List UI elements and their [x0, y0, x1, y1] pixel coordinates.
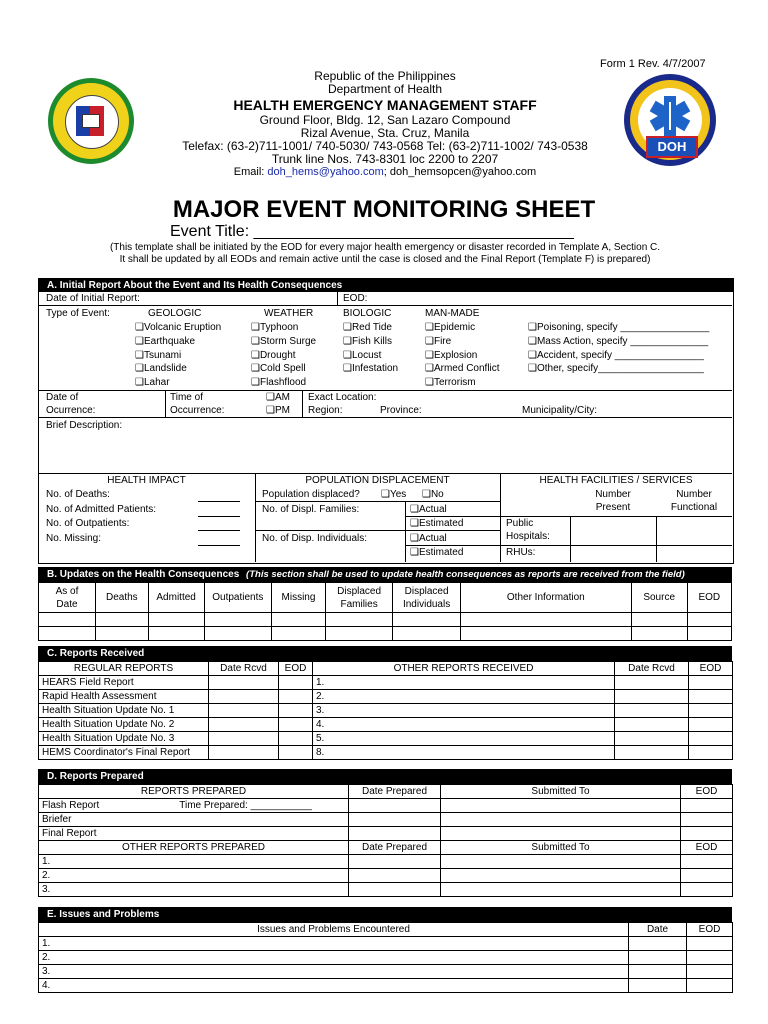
row-number: 1.: [39, 937, 629, 951]
submitted-to-heading-2: Submitted To: [441, 841, 681, 855]
checkbox-families-actual[interactable]: ❑Actual: [410, 504, 447, 515]
checkbox-drought[interactable]: ❑Drought: [251, 349, 296, 361]
email-link[interactable]: doh_hems@yahoo.com: [267, 166, 384, 178]
header-block: [160, 70, 610, 179]
checkbox-terrorism[interactable]: ❑Terrorism: [425, 377, 476, 389]
population-displaced-label: Population displaced?: [262, 489, 360, 500]
instructions: [40, 242, 730, 266]
other-report-num: 2.: [313, 690, 615, 704]
section-c-header: C. Reports Received: [38, 646, 732, 661]
time-of-label: Time of: [170, 392, 203, 403]
health-facilities-heading: HEALTH FACILITIES / SERVICES: [539, 475, 693, 486]
checkbox-individuals-actual[interactable]: ❑Actual: [410, 533, 447, 544]
address-line-2: Rizal Avenue, Sta. Cruz, Manila: [300, 126, 470, 140]
manmade-options: [425, 321, 500, 390]
col-source: Source: [631, 583, 687, 613]
regular-reports-heading: REGULAR REPORTS: [39, 662, 209, 676]
health-impact-fields: [46, 488, 156, 546]
section-a-header: A. Initial Report About the Event and Its Health Consequences: [39, 279, 733, 292]
deaths-label: No. of Deaths:: [46, 489, 110, 500]
section-b-header: [38, 567, 732, 582]
section-d: [38, 769, 732, 897]
number-functional-label-2: Functional: [670, 502, 718, 513]
checkbox-armed-conflict[interactable]: ❑Armed Conflict: [425, 363, 500, 375]
checkbox-no[interactable]: ❑No: [422, 489, 444, 500]
instruction-1: (This template shall be initiated by the EOD for every major health emergency or disaster recorded in Template A, Section C.: [109, 242, 661, 253]
displaced-individuals-label: No. of Disp. Individuals:: [262, 533, 368, 544]
issues-table: [38, 922, 733, 993]
table-row[interactable]: [39, 613, 732, 627]
doh-seal-logo: [48, 78, 134, 164]
form-id: Form 1 Rev. 4/7/2007: [600, 58, 706, 70]
flash-report-label: Flash Report: [42, 800, 100, 811]
section-b-title: B. Updates on the Health Consequences: [47, 569, 240, 580]
instruction-2: It shall be updated by all EODs and remain active until the case is closed and the Final Report (Template F) is prepared): [119, 254, 651, 265]
section-e: [38, 907, 732, 993]
table-row[interactable]: [39, 827, 733, 841]
checkbox-fish-kills[interactable]: ❑Fish Kills: [343, 335, 392, 347]
manmade-heading: MAN-MADE: [425, 308, 480, 319]
date-initial-report-label: Date of Initial Report:: [46, 293, 140, 304]
admitted-label: No. of Admitted Patients:: [46, 503, 157, 515]
checkbox-red-tide[interactable]: ❑Red Tide: [343, 322, 392, 333]
col-admitted: Admitted: [148, 583, 204, 613]
date-heading: Date: [629, 923, 687, 937]
regular-report: Health Situation Update No. 1: [39, 704, 209, 718]
email-line: [160, 166, 610, 179]
occurrence-label: Ocurrence:: [46, 405, 96, 416]
checkbox-explosion[interactable]: ❑Explosion: [425, 349, 478, 361]
date-rcvd-heading: Date Rcvd: [209, 662, 279, 676]
reports-prepared-table: [38, 784, 733, 897]
other-reports-prepared-heading: OTHER REPORTS PREPARED: [39, 841, 349, 855]
geologic-heading: GEOLOGIC: [148, 308, 202, 319]
hospitals-label: Hospitals:: [506, 531, 550, 542]
table-row[interactable]: [39, 676, 733, 690]
hems-star-logo: [624, 74, 716, 166]
briefer-label: Briefer: [39, 813, 349, 827]
reports-received-table: [38, 661, 733, 760]
section-b: [38, 567, 732, 641]
table-row[interactable]: [39, 813, 733, 827]
number-present-label-1: Number: [595, 489, 631, 500]
table-row[interactable]: [39, 869, 733, 883]
eod-heading: EOD: [687, 923, 733, 937]
other-reports-heading: OTHER REPORTS RECEIVED: [313, 662, 615, 676]
date-prepared-heading: Date Prepared: [349, 785, 441, 799]
checkbox-infestation[interactable]: ❑Infestation: [343, 363, 399, 375]
table-row[interactable]: [39, 746, 733, 760]
section-b-note: (This section shall be used to update health consequences as reports are received from the field): [246, 569, 685, 580]
other-options: [528, 321, 709, 376]
issues-heading: Issues and Problems Encountered: [39, 923, 629, 937]
col-other-information: Other Information: [460, 583, 631, 613]
section-e-header: E. Issues and Problems: [38, 907, 732, 922]
doh-badge: DOH: [646, 136, 698, 158]
table-row[interactable]: [39, 718, 733, 732]
checkbox-families-estimated[interactable]: ❑Estimated: [410, 518, 464, 529]
eod-label: EOD:: [343, 293, 368, 304]
time-occurrence-label: Occurrence:: [170, 405, 225, 416]
exact-location-label: Exact Location:: [308, 392, 377, 403]
checkbox-accident[interactable]: ❑Accident, specify ________________: [528, 349, 704, 361]
other-report-num: 5.: [313, 732, 615, 746]
checkbox-flashflood[interactable]: ❑Flashflood: [251, 377, 307, 389]
number-functional-label-1: Number: [676, 489, 712, 500]
telefax-line: Telefax: (63-2)711-1001/ 740-5030/ 743-0568 Tel: (63-2)711-1002/ 743-0538: [182, 139, 588, 153]
checkbox-fire[interactable]: ❑Fire: [425, 335, 452, 347]
col-as-of-date: [39, 583, 96, 613]
population-displacement-heading: POPULATION DISPLACEMENT: [305, 475, 450, 486]
table-row[interactable]: [39, 979, 733, 993]
checkbox-pm[interactable]: ❑PM: [266, 405, 290, 416]
reports-prepared-heading: REPORTS PREPARED: [39, 785, 349, 799]
row-number: 2.: [39, 951, 629, 965]
rhus-label: RHUs:: [506, 547, 536, 558]
email-rest: ; doh_hemsopcen@yahoo.com: [383, 166, 537, 178]
row-number: 3.: [39, 965, 629, 979]
row-number: 4.: [39, 979, 629, 993]
checkbox-other[interactable]: ❑Other, specify___________________: [528, 363, 704, 375]
col-missing: Missing: [272, 583, 326, 613]
displaced-families-label: No. of Displ. Families:: [262, 504, 360, 515]
trunk-line: Trunk line Nos. 743-8301 loc 2200 to 2207: [271, 152, 499, 166]
regular-report: Health Situation Update No. 2: [39, 718, 209, 732]
missing-label: No. Missing:: [46, 532, 102, 544]
section-d-header: D. Reports Prepared: [38, 769, 732, 784]
brief-description-label: Brief Description:: [46, 420, 123, 431]
other-report-num: 8.: [313, 746, 615, 760]
event-title-field[interactable]: Event Title: ____________________________________: [170, 223, 574, 240]
table-row[interactable]: [39, 799, 733, 813]
weather-heading: WEATHER: [264, 308, 314, 319]
page-title: MAJOR EVENT MONITORING SHEET: [172, 196, 596, 223]
regular-report: Health Situation Update No. 3: [39, 732, 209, 746]
public-label: Public: [506, 518, 534, 529]
region-label: Region:: [308, 405, 343, 416]
address-line-1: Ground Floor, Bldg. 12, San Lazaro Compound: [259, 113, 511, 127]
checkbox-individuals-estimated[interactable]: ❑Estimated: [410, 547, 464, 558]
department-line: Department of Health: [327, 82, 443, 96]
checkbox-am[interactable]: ❑AM: [266, 392, 290, 403]
type-of-event-label: Type of Event:: [46, 308, 110, 319]
eod-heading-2: EOD: [681, 841, 733, 855]
checkbox-storm-surge[interactable]: ❑Storm Surge: [251, 335, 317, 347]
eod-heading-2: EOD: [689, 662, 733, 676]
regular-report: HEMS Coordinator's Final Report: [39, 746, 209, 760]
checkbox-epidemic[interactable]: ❑Epidemic: [425, 322, 476, 333]
other-report-num: 1.: [313, 676, 615, 690]
checkbox-poisoning[interactable]: ❑Poisoning, specify ________________: [528, 322, 710, 333]
final-report-label: Final Report: [39, 827, 349, 841]
eod-heading: EOD: [681, 785, 733, 799]
checkbox-lahar[interactable]: ❑Lahar: [135, 377, 170, 389]
table-row[interactable]: [39, 690, 733, 704]
municipality-label: Municipality/City:: [522, 405, 598, 416]
table-row[interactable]: [39, 883, 733, 897]
other-report-num: 4.: [313, 718, 615, 732]
col-outpatients: Outpatients: [204, 583, 272, 613]
biologic-options: [343, 321, 398, 376]
checkbox-cold-spell[interactable]: ❑Cold Spell: [251, 363, 306, 375]
regular-report: HEARS Field Report: [39, 676, 209, 690]
updates-table: [38, 582, 732, 641]
flash-report-cell: [39, 799, 349, 813]
table-row[interactable]: [39, 704, 733, 718]
date-rcvd-heading-2: Date Rcvd: [615, 662, 689, 676]
table-row[interactable]: [39, 627, 732, 641]
province-label: Province:: [380, 405, 422, 416]
date-of-label: Date of: [46, 392, 79, 403]
checkbox-mass-action[interactable]: ❑Mass Action, specify ______________: [528, 335, 709, 347]
checkbox-yes[interactable]: ❑Yes: [381, 489, 407, 500]
col-deaths: Deaths: [95, 583, 148, 613]
table-row[interactable]: [39, 855, 733, 869]
col-displaced-individuals: Displaced Individuals: [393, 583, 461, 613]
table-row[interactable]: [39, 951, 733, 965]
number-present-label-2: Present: [595, 502, 631, 513]
biologic-heading: BIOLOGIC: [343, 308, 392, 319]
time-prepared-field[interactable]: Time Prepared: ___________: [179, 800, 312, 811]
submitted-to-heading: Submitted To: [441, 785, 681, 799]
table-row[interactable]: [39, 937, 733, 951]
row-number: 1.: [39, 855, 349, 869]
checkbox-locust[interactable]: ❑Locust: [343, 349, 382, 361]
col-displaced-families: Displaced Families: [325, 583, 393, 613]
row-number: 2.: [39, 869, 349, 883]
weather-options: [251, 321, 316, 390]
checkbox-typhoon[interactable]: ❑Typhoon: [251, 322, 299, 333]
date-prepared-heading-2: Date Prepared: [349, 841, 441, 855]
checkbox-volcanic-eruption[interactable]: ❑Volcanic Eruption: [135, 322, 222, 333]
republic-line: Republic of the Philippines: [314, 69, 456, 83]
org-name: HEALTH EMERGENCY MANAGEMENT STAFF: [233, 97, 537, 113]
section-c: [38, 646, 732, 760]
other-report-num: 3.: [313, 704, 615, 718]
email-label: Email:: [233, 166, 268, 178]
row-number: 3.: [39, 883, 349, 897]
checkbox-tsunami[interactable]: ❑Tsunami: [135, 349, 182, 361]
outpatients-label: No. of Outpatients:: [46, 518, 130, 529]
eod-heading: EOD: [279, 662, 313, 676]
checkbox-earthquake[interactable]: ❑Earthquake: [135, 335, 196, 347]
col-eod: EOD: [687, 583, 731, 613]
col-as-of-date-label: As of Date: [55, 585, 79, 610]
table-row[interactable]: [39, 732, 733, 746]
regular-report: Rapid Health Assessment: [39, 690, 209, 704]
health-impact-heading: HEALTH IMPACT: [107, 475, 186, 486]
checkbox-landslide[interactable]: ❑Landslide: [135, 363, 187, 375]
geologic-options: [135, 321, 221, 390]
table-row[interactable]: [39, 965, 733, 979]
